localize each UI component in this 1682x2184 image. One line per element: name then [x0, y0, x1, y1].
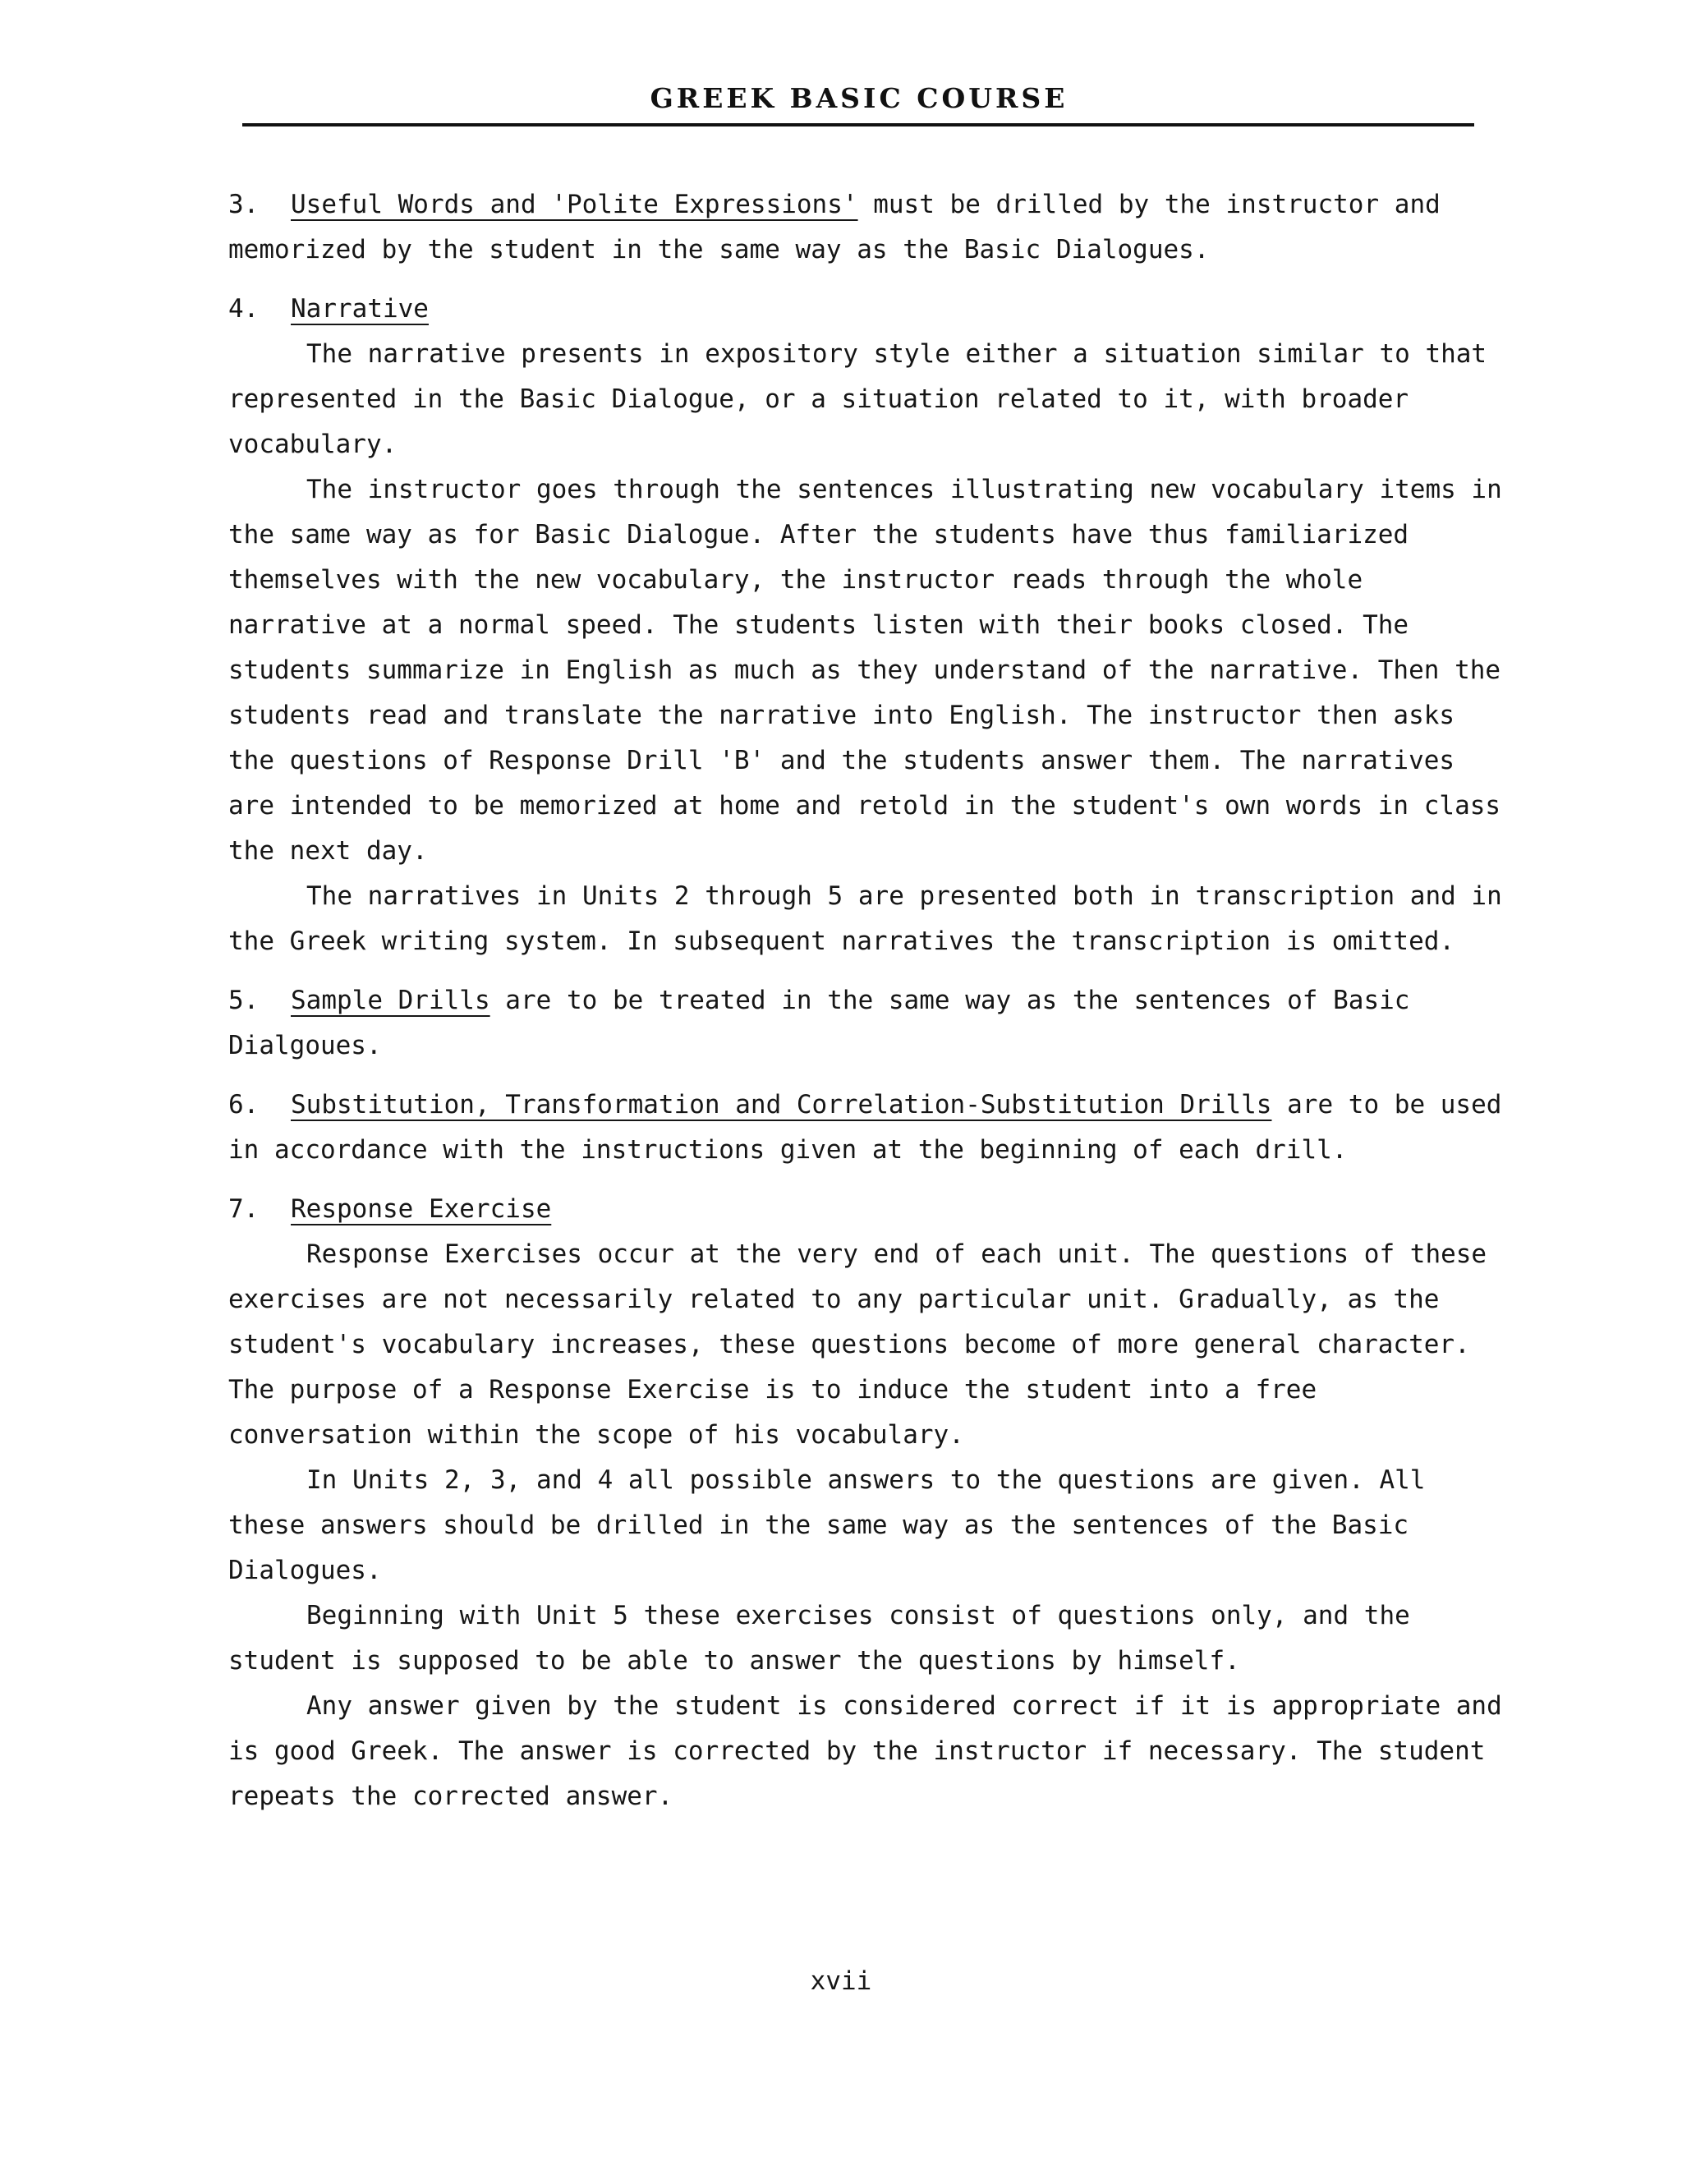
section-number: 6.	[228, 1090, 260, 1120]
section-4-heading-line	[228, 287, 1510, 332]
section-heading: Substitution, Transformation and Correlation-Substitution Drills	[291, 1090, 1272, 1120]
section-text: are to be used in accordance with the instructions given at the beginning of each drill.	[228, 1090, 1502, 1165]
section-number: 4.	[228, 294, 260, 324]
paragraph: Response Exercises occur at the very end of each unit. The questions of these exercises are not necessarily related to any particular unit. Gradually, as the student's vocabulary increases, these questions become of more general character. The purpose of a Response Exercise is to induce the student into a free conversation within the scope of his vocabulary.	[228, 1239, 1487, 1450]
running-header: GREEK BASIC COURSE	[650, 82, 1068, 114]
section-heading: Response Exercise	[291, 1194, 552, 1224]
paragraph: In Units 2, 3, and 4 all possible answers to the questions are given. All these answers should be drilled in the same way as the sentences of the Basic Dialogues.	[228, 1465, 1426, 1585]
section-number: 5.	[228, 986, 260, 1015]
section-text: must be drilled by the instructor and memorized by the student in the same way as the Basic Dialogues.	[228, 190, 1441, 264]
section-text: are to be treated in the same way as the sentences of Basic Dialgoues.	[228, 986, 1410, 1060]
paragraph: The instructor goes through the sentences illustrating new vocabulary items in the same way as for Basic Dialogue. After the students have thus familiarized themselves with the new vocabulary, the instructor reads through the whole narrative at a normal speed. The students listen with their books closed. The students summarize in English as much as they understand of the narrative. Then the students read and translate the narrative into English. The instructor then asks the questions of Response Drill 'B' and the students answer them. The narratives are intended to be memorized at home and retold in the student's own words in class the next day.	[228, 475, 1502, 866]
page-number: xvii	[810, 1966, 872, 1996]
page-body	[228, 182, 1510, 1819]
section-6	[228, 1083, 1510, 1173]
section-7-heading-line	[228, 1187, 1510, 1232]
section-3	[228, 182, 1510, 273]
paragraph: Beginning with Unit 5 these exercises consist of questions only, and the student is supposed to be able to answer the questions by himself.	[228, 1601, 1410, 1676]
paragraph: The narratives in Units 2 through 5 are presented both in transcription and in the Greek writing system. In subsequent narratives the transcription is omitted.	[228, 881, 1502, 956]
section-number: 3.	[228, 190, 260, 219]
section-heading: Useful Words and 'Polite Expressions'	[291, 190, 858, 219]
header-rule	[242, 123, 1474, 126]
section-heading: Narrative	[291, 294, 429, 324]
paragraph: The narrative presents in expository style either a situation similar to that represented in the Basic Dialogue, or a situation related to it, with broader vocabulary.	[228, 339, 1487, 459]
section-number: 7.	[228, 1194, 260, 1224]
section-heading: Sample Drills	[291, 986, 490, 1015]
paragraph: Any answer given by the student is considered correct if it is appropriate and is good Greek. The answer is corrected by the instructor if necessary. The student repeats the corrected answer.	[228, 1691, 1502, 1811]
section-5	[228, 978, 1510, 1069]
